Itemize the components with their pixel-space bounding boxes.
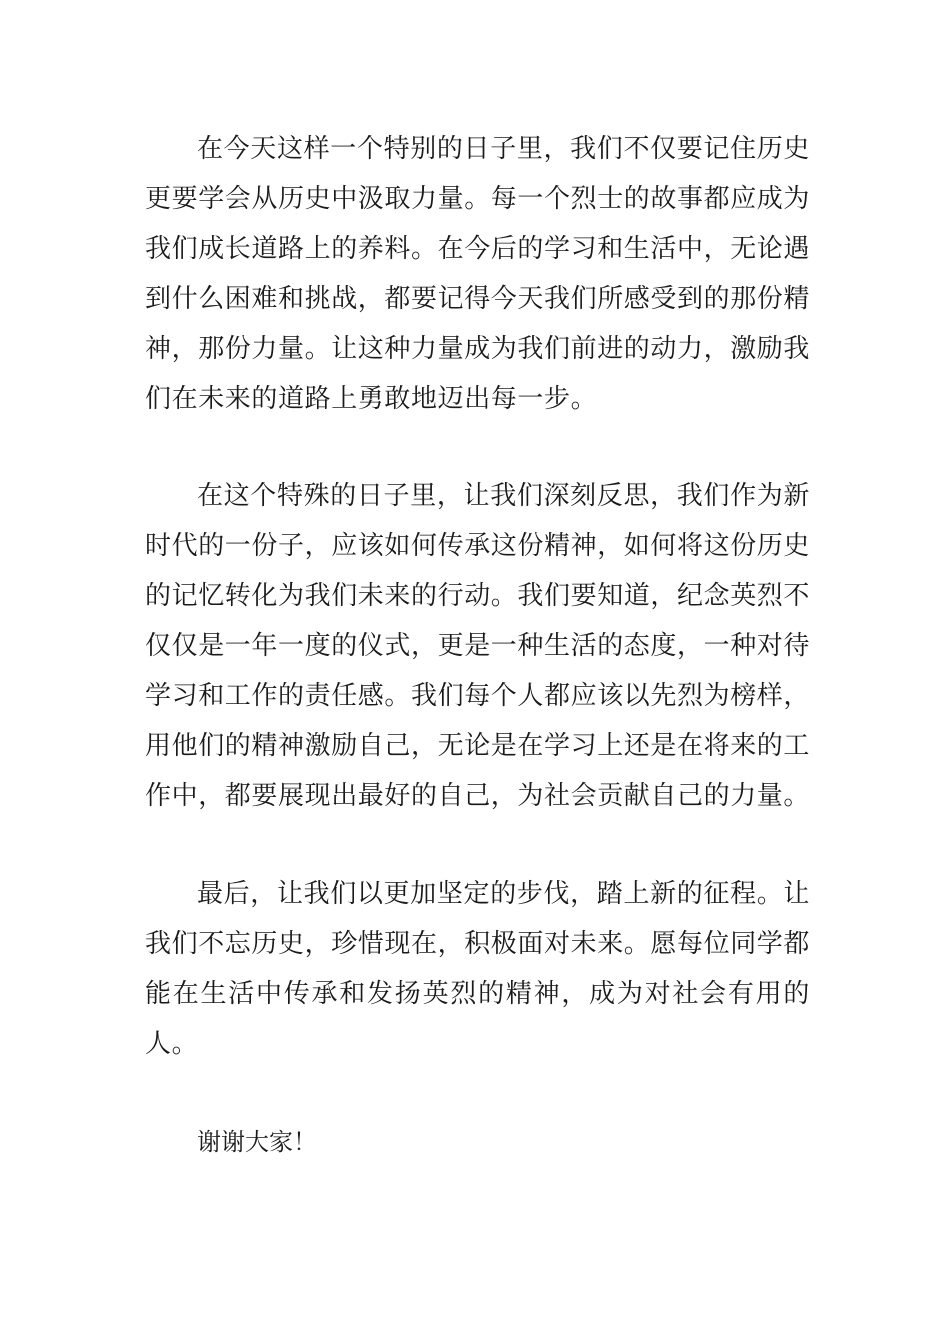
paragraph-2: 在这个特殊的日子里，让我们深刻反思，我们作为新时代的一份子，应该如何传承这份精神，如何将这份历史的记忆转化为我们未来的行动。我们要知道，纪念英烈不仅仅是一年一度的仪式，更是一种生活的态度，一种对待学习和工作的责任感。我们每个人都应该以先烈为榜样，用他们的精神激励自己，无论是在学习上还是在将来的工作中，都要展现出最好的自己，为社会贡献自己的力量。 bbox=[145, 481, 811, 811]
paragraph-1: 在今天这样一个特别的日子里，我们不仅要记住历史更要学会从历史中汲取力量。每一个烈士的故事都应成为我们成长道路上的养料。在今后的学习和生活中，无论遇到什么困难和挑战，都要记得今天我们所感受到的那份精神，那份力量。让这种力量成为我们前进的动力，激励我们在未来的道路上勇敢地迈出每一步。 bbox=[145, 134, 811, 414]
paragraph-3: 最后，让我们以更加坚定的步伐，踏上新的征程。让我们不忘历史，珍惜现在，积极面对未来。愿每位同学都能在生活中传承和发扬英烈的精神，成为对社会有用的人。 bbox=[145, 879, 811, 1059]
closing-line: 谢谢大家！ bbox=[197, 1128, 317, 1156]
document-body bbox=[145, 124, 810, 1167]
